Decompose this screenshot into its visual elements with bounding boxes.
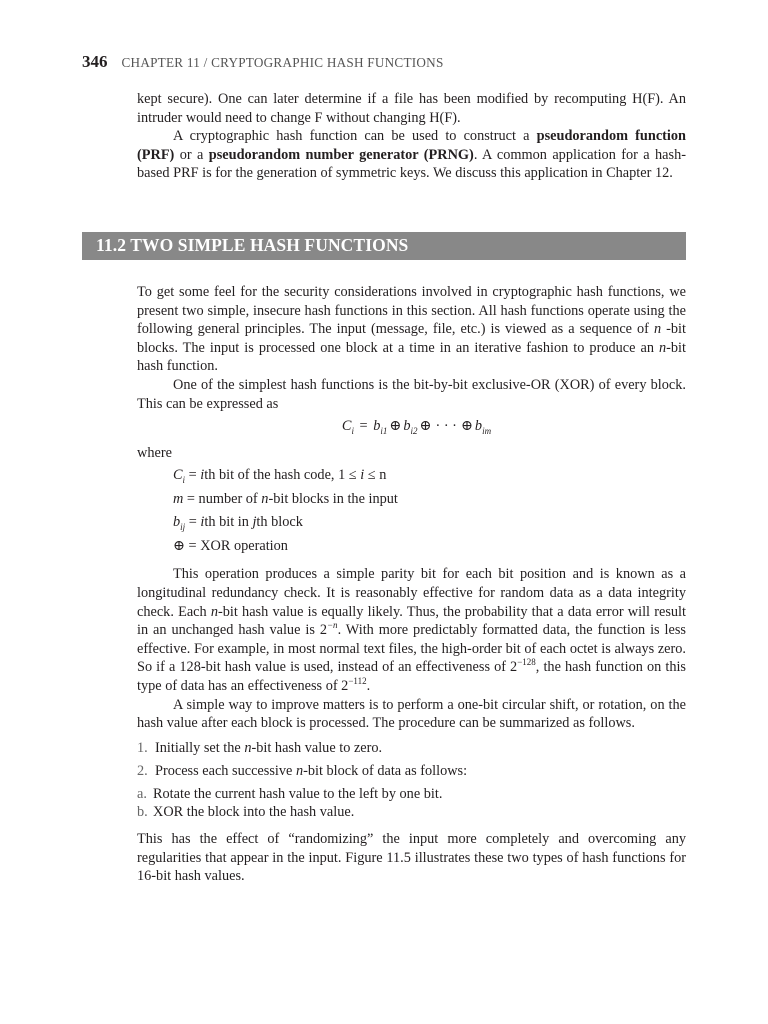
step-text: -bit hash value to zero. [251,739,383,756]
def-var: n [261,490,269,507]
intro-p2-e: . A common application for a hash-based PRF is for the generation of symmetric keys. We discuss this application in Chapter 12. [137,146,687,182]
page-number: 346 [82,52,108,71]
chapter-title: CHAPTER 11 / CRYPTOGRAPHIC HASH FUNCTIONS [121,55,444,70]
step-marker: 1. [137,739,148,756]
procedure-substep [137,803,686,822]
def-var: i [360,467,365,484]
body-p3-b: -bit hash value is equally likely. Thus, the probability that a data error will result in an unchanged hash value is 2 [137,603,686,639]
body-paragraph-4: A simple way to improve matters is to perform a one-bit circular shift, or rotation, on the hash value after each block is processed. The procedure can be summarized as follows. [137,696,686,732]
body-paragraph-1 [137,283,686,376]
def-symbol: m [173,490,184,507]
eq-equals: = [355,418,372,435]
def-text: = number of [183,490,262,507]
def-symbol: C [173,467,183,484]
body-p1-b: -bit blocks. The input is processed one block at a time in an iterative fashion to produce an [137,321,686,356]
body-p1-a: To get some feel for the security considerations involved in cryptographic hash functions, we present two simple, insecure hash functions in this section. All hash functions operate using the following general principles. The input (message, file, etc.) is viewed as a sequence of [137,284,686,338]
step-text: Initially set the [155,739,245,756]
def-text: th block [256,514,303,531]
body-p3-a: This operation produces a simple parity bit for each bit position and is known as a longitudinal redundancy check. It is reasonably effective for random data as a data integrity check. Each [137,566,686,620]
xor-equation [137,417,686,436]
body-paragraph-3 [137,565,686,695]
definition-item [173,466,686,490]
xor-symbol: ⊕ [389,418,402,435]
def-text: = [185,514,201,531]
prf-term: pseudorandom function (PRF) [137,128,686,163]
eq-lhs-sub: i [351,426,354,437]
eq-term-3-sub: im [482,426,492,437]
procedure-step [137,762,686,781]
substep-marker: a. [137,785,147,802]
eq-term-1: b [373,418,381,435]
def-symbol-sub: i [182,475,186,486]
section-body [137,283,686,886]
def-text: = XOR operation [184,537,288,554]
step-marker: 2. [137,763,148,780]
exponent: −128 [517,657,536,668]
body-p3-e: . [366,677,371,694]
body-paragraph-5: This has the effect of “randomizing” the input more completely and overcoming any regularities that appear in the input. Figure 11.5 illustrates these two types of hash functions for 16-bit hash values. [137,831,686,885]
intro-p2-c: or a [174,146,209,163]
body-p3-d: , the hash function on this type of data has an effectiveness of 2 [137,659,686,694]
definition-item [173,537,686,561]
section-title: 11.2 TWO SIMPLE HASH FUNCTIONS [96,235,409,255]
body-paragraph-2: One of the simplest hash functions is the bit-by-bit exclusive-OR (XOR) of every block. This can be expressed as [137,376,686,412]
intro-text [137,90,686,183]
section-heading-band [82,232,686,260]
eq-term-2-sub: i2 [410,426,418,437]
var-n: n [244,739,252,756]
def-text: ≤ n [364,467,387,484]
procedure-list [137,739,686,822]
definition-item [173,490,686,514]
xor-symbol: ⊕ [419,418,432,435]
where-label: where [137,444,172,461]
procedure-step [137,739,686,758]
eq-term-3: b [474,418,483,435]
body-p3-c: . With more predictably formatted data, the function is less effective. For example, in most normal text files, the high-order bit of each octet is always zero. So if a 128-bit hash value is used, instead of an effectiveness of 2 [137,622,686,676]
intro-p2-a: A cryptographic hash function can be used to construct a [173,128,537,145]
running-head [82,52,444,76]
exponent: −n [326,620,338,631]
def-text: = [185,467,201,484]
def-var: i [200,467,205,484]
substep-marker: b. [137,804,148,821]
xor-symbol: ⊕ [460,418,473,435]
step-text: -bit block of data as follows: [303,763,468,780]
def-text: th bit in [204,514,253,531]
eq-dots: · · · [435,418,457,435]
def-text: -bit blocks in the input [268,490,398,507]
var-n: n [653,321,662,338]
def-text: th bit of the hash code, 1 ≤ [204,467,361,484]
definition-list [173,466,686,560]
var-n: n [295,763,304,780]
xor-symbol: ⊕ [173,537,185,554]
intro-paragraph-2 [137,127,686,183]
step-text: Process each successive [155,763,296,780]
eq-term-1-sub: i1 [380,426,388,437]
eq-lhs: C [341,418,352,435]
eq-term-2: b [403,418,411,435]
var-n: n [658,339,667,356]
exponent: −112 [348,676,367,687]
substep-text: XOR the block into the hash value. [153,804,355,821]
body-p1-c: -bit hash function. [137,339,686,375]
def-var: j [252,514,257,531]
var-n: n [210,603,219,620]
def-symbol: b [173,514,181,531]
definition-item [173,513,686,537]
prng-term: pseudorandom number generator (PRNG) [208,146,474,163]
def-var: i [200,514,205,531]
def-symbol-sub: ij [180,522,186,533]
procedure-substep [137,785,686,804]
intro-paragraph-1: kept secure). One can later determine if a file has been modified by recomputing H(F). An intruder would need to change F without changing H(F). [137,91,686,126]
substep-text: Rotate the current hash value to the left by one bit. [153,785,443,802]
